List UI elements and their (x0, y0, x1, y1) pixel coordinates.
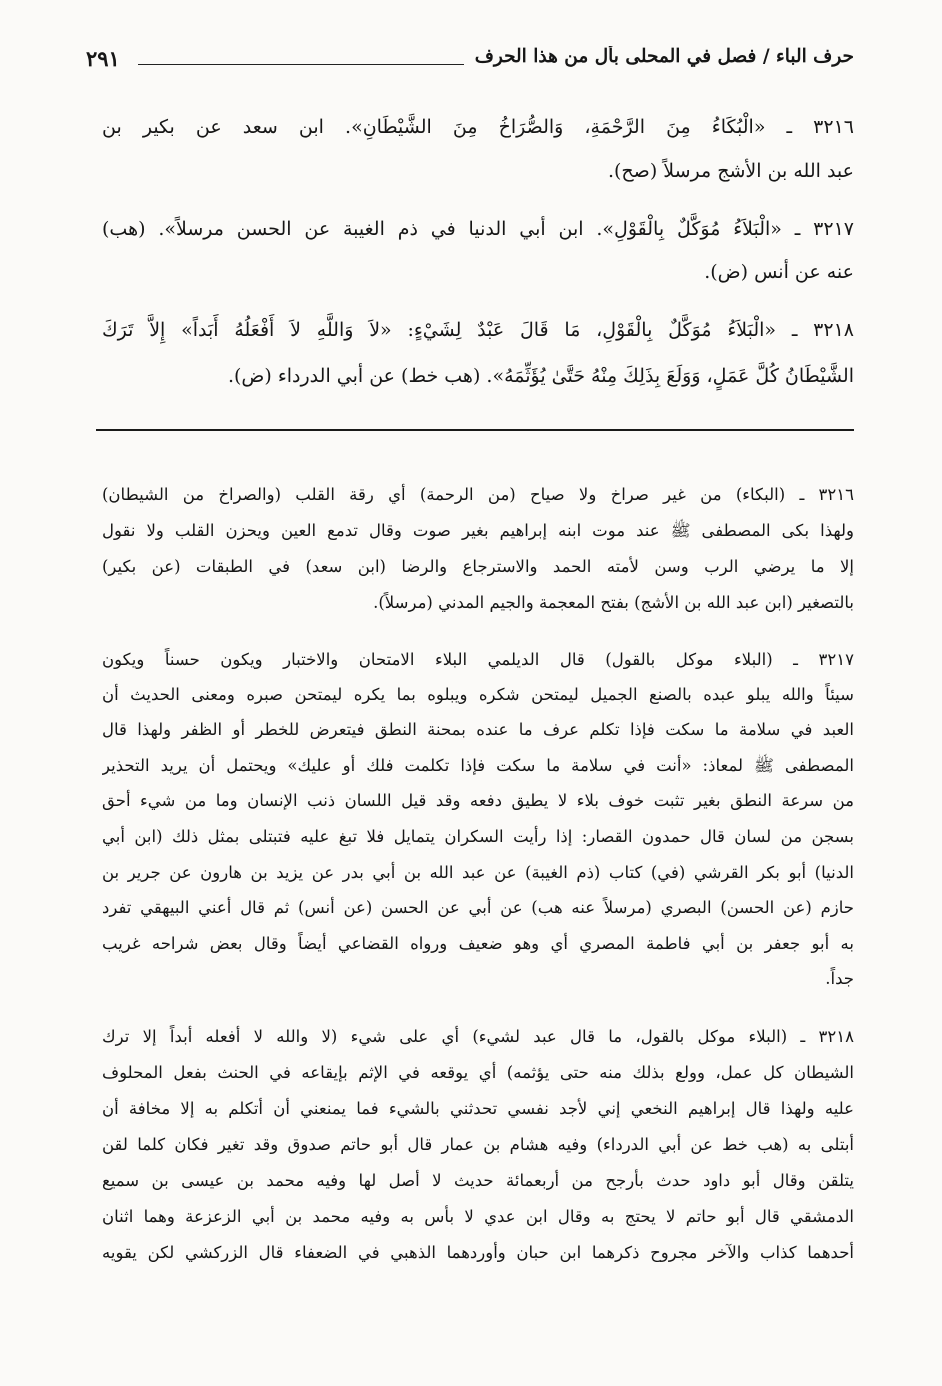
main-entry-3216-line-2: عبد الله بن الأشج مرسلاً (صح). (607, 160, 854, 182)
commentary-3217-line-9: به أبو جعفر بن أبي فاطمة المصري أي وهو ضعيف ورواه القضاعي أيضاً وقال بعض شراحه غريب (102, 934, 854, 953)
commentary-3217-line-3: العبد في سلامة ما سكت فإذا تكلم عرف ما عنده بمحنة النطق فيتعرض للخطر أو الظفر ولهذا قال (102, 720, 854, 739)
commentary-separator (96, 429, 854, 431)
commentary-3218-line-6: الدمشقي قال أبو حاتم لا يحتج به وقال ابن عدي لا بأس به وفيه محمد بن أبي الزعزعة وهما اثنان (102, 1207, 854, 1226)
commentary-3218-line-3: عليه ولهذا قال إبراهيم النخعي إني لأجد نفسي تحدثني بالشيء فما يمنعني أن أتكلم به إلا مخافة أن (102, 1099, 854, 1118)
main-entry-3216-line-1: ٣٢١٦ ـ «الْبُكَاءُ مِنَ الرَّحْمَةِ، وَالصُّرَاخُ مِنَ الشَّيْطَانِ». ابن سعد عن بكير بن (102, 116, 854, 138)
commentary-3217-line-7: الدنيا) أبو بكر القرشي (في) كتاب (ذم الغيبة) عن عبد الله بن أبي بدر عن يزيد بن هارون عن جرير بن (102, 863, 854, 882)
commentary-3217-line-8: حازم (عن الحسن) البصري (مرسلاً عنه هب) عن أبي عن الحسن (عن أنس) ثم قال أعني البيهقي تفرد (102, 898, 854, 917)
commentary-3218-line-5: يتلقن وقال أبو داود حدث بأرجح من أربعمائة حديث لا أصل لها وفيه محمد بن عيسى بن سميع (102, 1171, 854, 1190)
commentary-3217-line-10: جداً. (825, 969, 854, 988)
main-entry-3217-line-1: ٣٢١٧ ـ «الْبَلاَءُ مُوَكَّلٌ بِالْقَوْلِ». ابن أبي الدنيا في ذم الغيبة عن الحسن مرسلاً». (هب) (102, 218, 854, 240)
commentary-3218-line-7: أحدهما كذاب والآخر مجروح ذكرهما ابن حبان وأوردهما الذهبي في الضعفاء قال الزركشي لكن يقويه (102, 1243, 854, 1262)
running-header-title: حرف الباء / فصل في المحلى بأل من هذا الحرف (474, 46, 854, 67)
main-entry-3218-line-2: الشَّيْطَانُ كُلَّ عَمَلٍ، وَوَلَعَ بِذَلِكَ مِنْهُ حَتَّىٰ يُؤَثِّمَهُ». (هب خط) عن أبي الدرداء (ض). (227, 365, 854, 387)
commentary-3217-line-6: بسجن من لسان قال حمدون القصار: إذا رأيت السكران يتمايل فلا تبغ عليه فتبتلى بمثل ذلك (ابن أبي (102, 827, 854, 846)
commentary-3216-line-1: ٣٢١٦ ـ (البكاء) من غير صراخ ولا صياح (من الرحمة) أي رقة القلب (والصراخ من الشيطان) (102, 485, 854, 504)
commentary-3218-line-2: الشيطان كل عمل، وولع بذلك منه حتى يؤثمه) أي يوقعه في الإثم بإيقاعه في الحنث بفعل المحلوف (102, 1063, 854, 1082)
commentary-3217-line-5: من سرعة النطق بغير تثبت خوف بلاء لا يطيق دفعه وقد قيل اللسان ذنب الإنسان وما من شيء أحق (102, 791, 854, 810)
commentary-3217-line-1: ٣٢١٧ ـ (البلاء موكل بالقول) قال الديلمي البلاء الامتحان والاختبار ويكون حسناً ويكون (102, 650, 854, 669)
commentary-3216-line-2: ولهذا بكى المصطفى ﷺ عند موت ابنه إبراهيم بغير صوت وقال تدمع العين ويحزن القلب ولا نقول (102, 521, 854, 540)
main-entry-3217-line-2: عنه عن أنس (ض). (704, 261, 854, 283)
main-entry-3218-line-1: ٣٢١٨ ـ «الْبَلاَءُ مُوَكَّلٌ بِالْقَوْلِ، مَا قَالَ عَبْدٌ لِشَيْءٍ: «لاَ وَاللَّهِ لاَ أَفْعَلُهُ أَبَداً» إِلاَّ تَرَكَ (102, 319, 854, 341)
commentary-3217-line-4: المصطفى ﷺ لمعاذ: «أنت في سلامة ما سكت فإذا تكلمت فلك أو عليك» ويحتمل أن يريد التحذير (102, 756, 854, 775)
header-divider-line (138, 64, 464, 65)
commentary-3216-line-4: بالتصغير (ابن عبد الله بن الأشج) بفتح المعجمة والجيم المدني (مرسلاً). (373, 593, 854, 612)
commentary-3218-line-4: أبتلى به (هب خط عن أبي الدرداء) وفيه هشام بن عمار قال أبو حاتم صدوق وقد تغير فكان كلما لقن (102, 1135, 854, 1154)
commentary-3218-line-1: ٣٢١٨ ـ (البلاء موكل بالقول، ما قال عبد لشيء) أي على شيء (لا والله لا أفعله أبداً إلا ترك (102, 1027, 854, 1046)
commentary-3217-line-2: سيئاً والله يبلو عبده بالصنع الجميل ليمتحن شكره ويبلوه بما يكره ليمتحن صبره ومعنى الحديث أن (102, 685, 854, 704)
page-number: ٢٩١ (86, 46, 120, 71)
commentary-3216-line-3: إلا ما يرضي الرب وسن لأمته الحمد والاسترجاع والرضا (ابن سعد) في الطبقات (عن بكير) (102, 557, 854, 576)
